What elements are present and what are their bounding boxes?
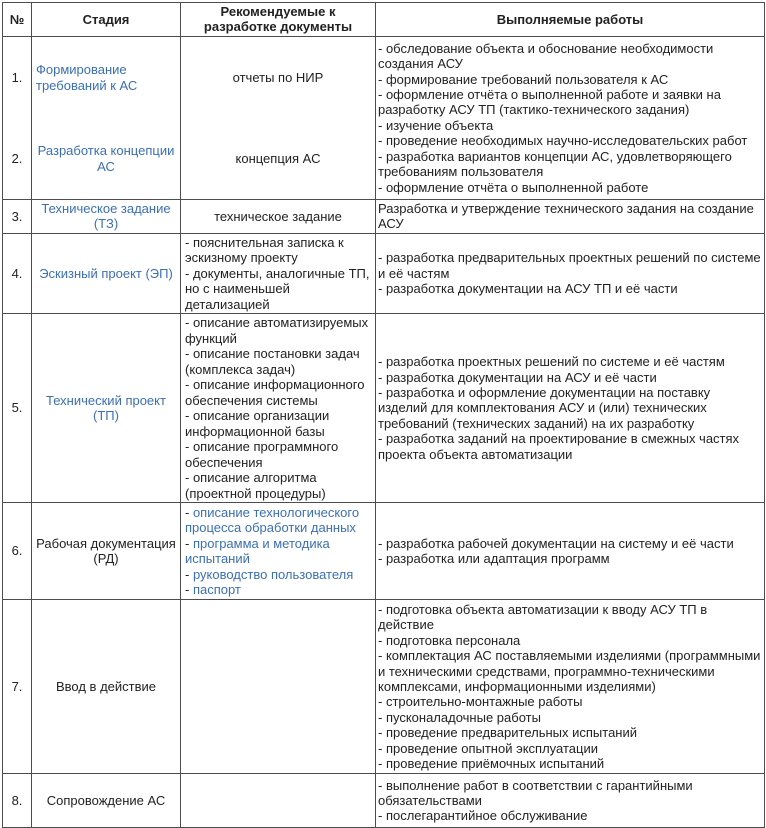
works-item: - разработка документации на АСУ и её части: [378, 369, 657, 385]
documents-cell: [181, 503, 376, 600]
works-item: - послегарантийное обслуживание: [378, 808, 588, 824]
documents-cell: [181, 600, 376, 774]
document-item: - описание информационного обеспечения системы: [185, 377, 365, 408]
header-cell-documents: Рекомендуемые к разработке документы: [181, 3, 376, 37]
stage-link[interactable]: Разработка концепции АС: [37, 143, 175, 174]
works-cell: [376, 233, 765, 313]
stage-link[interactable]: Технический проект (ТП): [46, 392, 166, 424]
stage-cell: [32, 774, 181, 828]
works-item: - подготовка персонала: [378, 632, 521, 648]
document-item: [184, 209, 372, 224]
header-cell-number: №: [3, 3, 32, 37]
works-cell: [376, 600, 765, 774]
stage-cell: [32, 118, 181, 199]
works-item: - разработка предварительных проектных решений по системе и её частям: [378, 250, 761, 281]
stage-cell: [32, 233, 181, 313]
document-label: описание информационного обеспечения системы: [185, 377, 365, 408]
works-cell: [376, 314, 765, 503]
works-item: - оформление отчёта о выполненной работе и заявки на разработку АСУ ТП (тактико-технического задания): [378, 87, 721, 118]
works-item: - пусконаладочные работы: [378, 709, 541, 725]
works-item: - подготовка объекта автоматизации к вводу АСУ ТП в действие: [378, 601, 708, 633]
works-item: - изучение объекта: [378, 117, 494, 133]
works-item: - разработка документации на АСУ ТП и её части: [378, 281, 678, 297]
stage-label: Ввод в действие: [55, 678, 157, 694]
table-row: [3, 36, 765, 118]
stage-link[interactable]: Эскизный проект (ЭП): [39, 265, 173, 281]
works-item: Разработка и утверждение технического задания на создание АСУ: [378, 200, 754, 232]
document-link[interactable]: руководство пользователя: [192, 566, 354, 582]
stage-cell: [32, 36, 181, 118]
documents-cell: [181, 199, 376, 233]
document-label: описание программного обеспечения: [185, 439, 339, 470]
row-number: 1.: [3, 36, 32, 118]
works-item: - комплектация АС поставляемыми изделиями (программными и техническими средствами, программно-техническими комплексами, информационными изделиями): [378, 648, 761, 694]
stages-table: [2, 2, 765, 828]
stage-cell: [32, 600, 181, 774]
works-item: - строительно-монтажные работы: [378, 694, 583, 710]
document-item: - описание программного обеспечения: [185, 439, 339, 470]
works-item: - оформление отчёта о выполненной работе: [378, 179, 649, 195]
works-item: - обследование объекта и обоснование необходимости создания АСУ: [378, 40, 714, 72]
table-row: [3, 774, 765, 828]
documents-cell: [181, 233, 376, 313]
stage-label: Рабочая документация (РД): [36, 535, 176, 567]
document-label: описание автоматизируемых функций: [185, 315, 369, 346]
document-label: техническое задание: [214, 208, 342, 224]
works-item: - формирование требований пользователя к АС: [378, 71, 669, 87]
table-row: [3, 314, 765, 503]
stage-link[interactable]: Техническое задание (ТЗ): [41, 200, 171, 232]
works-cell: [376, 199, 765, 233]
documents-cell: [181, 36, 376, 118]
works-cell: [376, 503, 765, 600]
row-number: 7.: [3, 600, 32, 774]
document-label: описание организации информационной базы: [185, 408, 330, 439]
document-label: пояснительная записка к эскизному проекту: [185, 234, 344, 266]
works-item: - разработка вариантов концепции АС, удовлетворяющего требованиям пользователя: [378, 148, 732, 180]
document-item: - описание организации информационной базы: [185, 408, 330, 439]
works-cell: [376, 36, 765, 199]
works-item: - разработка рабочей документации на систему и её части: [378, 535, 734, 551]
row-number: 8.: [3, 774, 32, 828]
row-number: 6.: [3, 503, 32, 600]
table-row: [3, 503, 765, 600]
document-label: документы, аналогичные ТП, но с наименьшей детализацией: [185, 265, 370, 312]
table-row: [3, 199, 765, 233]
document-link[interactable]: описание технологического процесса обработки данных: [185, 504, 360, 536]
document-item: - описание автоматизируемых функций: [185, 315, 369, 346]
document-item: - документы, аналогичные ТП, но с наименьшей детализацией: [185, 265, 370, 312]
works-cell: [376, 774, 765, 828]
documents-cell: [181, 774, 376, 828]
header-cell-stage: Стадия: [32, 3, 181, 37]
documents-cell: [181, 118, 376, 199]
document-item: - программа и методика испытаний: [185, 535, 330, 567]
works-item: - проведение необходимых научно-исследовательских работ: [378, 133, 748, 149]
table-row: [3, 233, 765, 313]
row-number: 4.: [3, 233, 32, 313]
document-label: концепция АС: [235, 150, 321, 166]
documents-cell: [181, 314, 376, 503]
row-number: 3.: [3, 199, 32, 233]
stage-link[interactable]: Формирование требований к АС: [36, 62, 138, 93]
document-label: отчеты по НИР: [232, 69, 324, 85]
stage-cell: [32, 503, 181, 600]
works-item: - проведение опытной эксплуатации: [378, 740, 598, 756]
stage-cell: [32, 314, 181, 503]
document-item: - описание алгоритма (проектной процедуры): [185, 470, 326, 501]
row-number: 2.: [3, 118, 32, 199]
document-link[interactable]: паспорт: [192, 582, 241, 598]
document-label: описание алгоритма (проектной процедуры): [185, 470, 326, 501]
works-item: - разработка проектных решений по системе и её частям: [378, 354, 725, 370]
document-item: - пояснительная записка к эскизному проекту: [185, 234, 344, 266]
document-link[interactable]: программа и методика испытаний: [185, 535, 330, 567]
table-row: [3, 600, 765, 774]
document-item: - описание технологического процесса обработки данных: [185, 504, 360, 536]
document-item: - паспорт: [185, 582, 241, 598]
works-item: - разработка или адаптация программ: [378, 551, 610, 567]
stage-label: Сопровождение АС: [46, 792, 166, 808]
header-row: [3, 3, 765, 37]
document-item: - описание постановки задач (комплекса задач): [185, 346, 360, 377]
row-number: 5.: [3, 314, 32, 503]
document-item: - руководство пользователя: [185, 566, 354, 582]
works-item: - проведение приёмочных испытаний: [378, 756, 605, 772]
works-item: - проведение предварительных испытаний: [378, 725, 638, 741]
stage-cell: [32, 199, 181, 233]
works-item: - разработка заданий на проектирование в смежных частях проекта объекта автоматизации: [378, 431, 740, 462]
document-label: описание постановки задач (комплекса задач): [185, 346, 360, 377]
works-item: - разработка и оформление документации на поставку изделий для комплектования АСУ и (или) технических требований (технических заданий) на их разработку: [378, 385, 711, 431]
works-item: - выполнение работ в соответствии с гарантийными обязательствами: [378, 777, 693, 808]
header-cell-works: Выполняемые работы: [376, 3, 765, 37]
